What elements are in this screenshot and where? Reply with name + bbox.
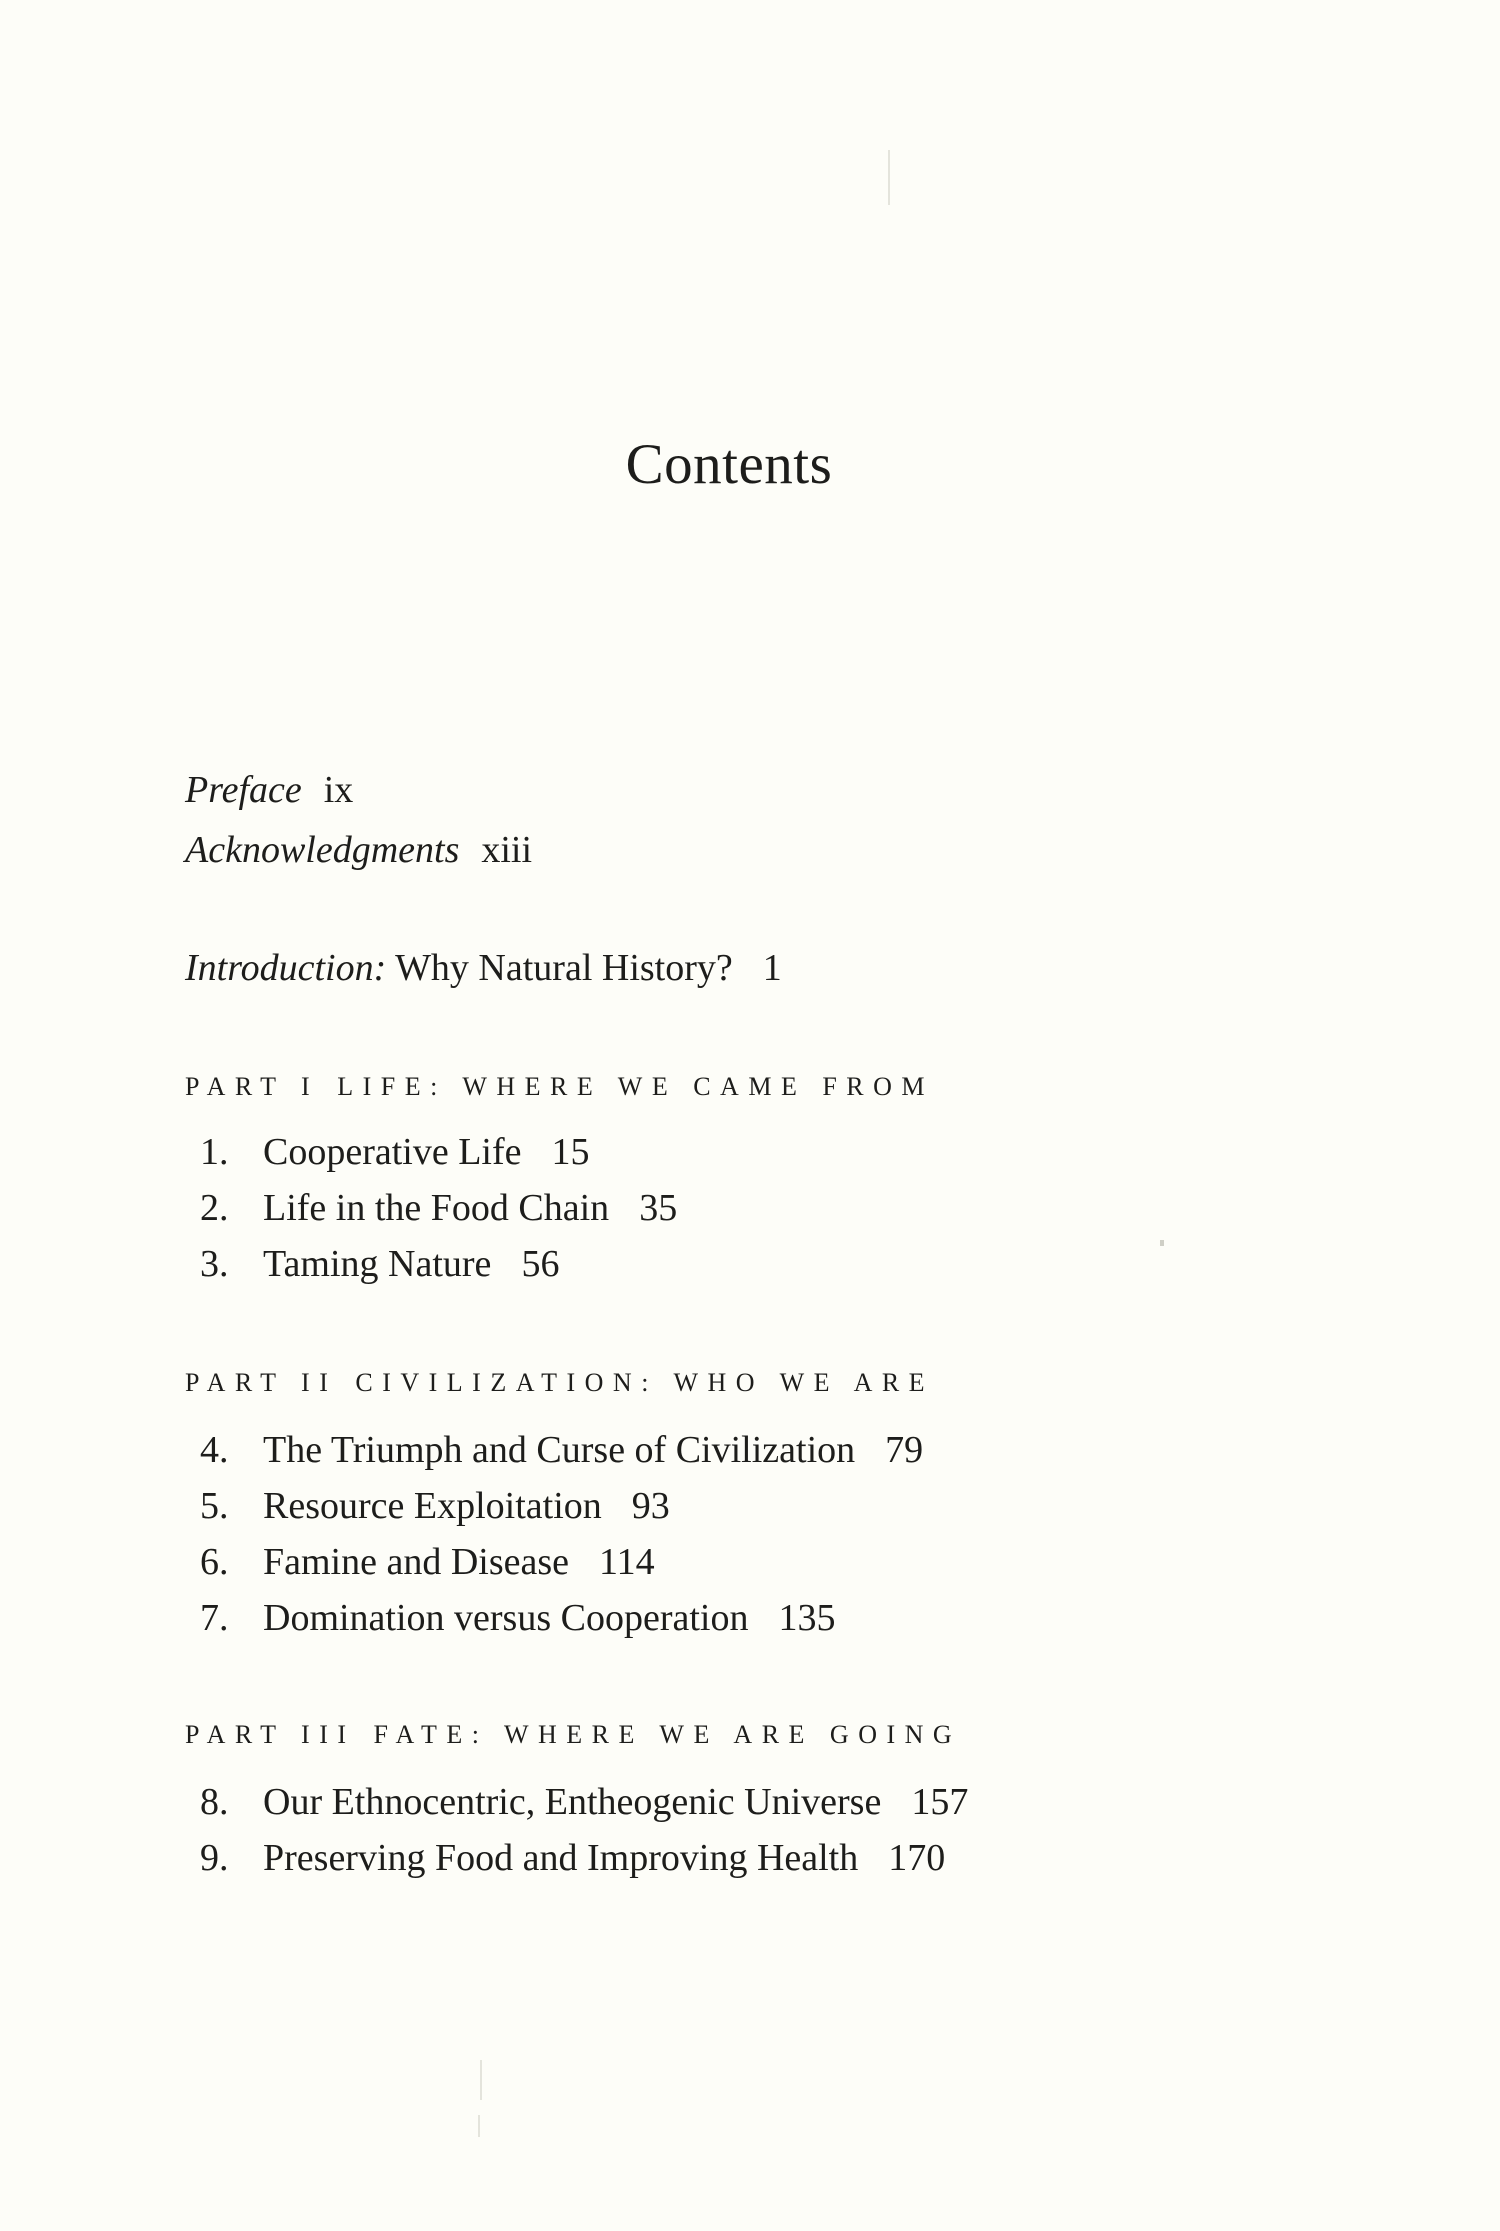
- chapter-number: 4.: [200, 1429, 229, 1471]
- part-name: LIFE: WHERE WE CAME FROM: [337, 1072, 935, 1101]
- part-name: CIVILIZATION: WHO WE ARE: [355, 1368, 935, 1397]
- chapter-number: 7.: [200, 1597, 229, 1639]
- chapter-number: 1.: [200, 1131, 229, 1173]
- chapter-number: 9.: [200, 1837, 229, 1879]
- entry-label: Introduction:: [185, 947, 387, 989]
- part-label: PART I: [185, 1072, 320, 1101]
- scan-artifact: [480, 2060, 482, 2100]
- entry-page-number: 1: [762, 947, 782, 989]
- chapter-page-number: 56: [521, 1243, 560, 1285]
- chapter-page-number: 114: [599, 1541, 655, 1583]
- toc-entry-chapter-3[interactable]: [200, 1242, 559, 1286]
- part-heading-2: [185, 1368, 934, 1398]
- toc-entry-acknowledgments[interactable]: [185, 828, 532, 872]
- scan-artifact: [888, 150, 890, 205]
- toc-entry-chapter-1[interactable]: [200, 1130, 590, 1174]
- part-name: FATE: WHERE WE ARE GOING: [373, 1720, 962, 1749]
- toc-entry-chapter-4[interactable]: [200, 1428, 923, 1472]
- chapter-page-number: 79: [885, 1429, 924, 1471]
- chapter-title: Domination versus Cooperation: [263, 1597, 749, 1639]
- chapter-title: The Triumph and Curse of Civilization: [263, 1429, 856, 1471]
- chapter-page-number: 135: [778, 1597, 836, 1639]
- toc-entry-chapter-5[interactable]: [200, 1484, 670, 1528]
- page-title: Contents: [625, 433, 833, 496]
- chapter-title: Cooperative Life: [263, 1131, 522, 1173]
- part-label: PART III: [185, 1720, 356, 1749]
- chapter-page-number: 15: [551, 1131, 590, 1173]
- chapter-page-number: 170: [888, 1837, 946, 1879]
- chapter-title: Taming Nature: [263, 1243, 492, 1285]
- chapter-number: 5.: [200, 1485, 229, 1527]
- part-label: PART II: [185, 1368, 338, 1397]
- chapter-title: Life in the Food Chain: [263, 1187, 610, 1229]
- entry-label: Preface: [185, 769, 302, 811]
- chapter-title: Preserving Food and Improving Health: [263, 1837, 859, 1879]
- chapter-page-number: 157: [911, 1781, 969, 1823]
- toc-entry-preface[interactable]: [185, 768, 353, 812]
- chapter-number: 2.: [200, 1187, 229, 1229]
- chapter-page-number: 93: [631, 1485, 670, 1527]
- part-heading-3: [185, 1720, 961, 1750]
- chapter-number: 3.: [200, 1243, 229, 1285]
- chapter-title: Our Ethnocentric, Entheogenic Universe: [263, 1781, 882, 1823]
- toc-entry-chapter-9[interactable]: [200, 1836, 945, 1880]
- toc-entry-introduction[interactable]: [185, 946, 782, 990]
- scan-artifact: [1160, 1240, 1164, 1246]
- chapter-page-number: 35: [639, 1187, 678, 1229]
- entry-title: Why Natural History?: [395, 947, 733, 989]
- chapter-title: Resource Exploitation: [263, 1485, 602, 1527]
- toc-entry-chapter-2[interactable]: [200, 1186, 677, 1230]
- chapter-number: 6.: [200, 1541, 229, 1583]
- chapter-title: Famine and Disease: [263, 1541, 570, 1583]
- toc-entry-chapter-8[interactable]: [200, 1780, 968, 1824]
- entry-page-number: xiii: [481, 829, 533, 871]
- scan-artifact: [478, 2115, 480, 2137]
- chapter-number: 8.: [200, 1781, 229, 1823]
- part-heading-1: [185, 1072, 934, 1102]
- entry-label: Acknowledgments: [185, 829, 460, 871]
- toc-entry-chapter-7[interactable]: [200, 1596, 835, 1640]
- toc-entry-chapter-6[interactable]: [200, 1540, 655, 1584]
- entry-page-number: ix: [323, 769, 354, 811]
